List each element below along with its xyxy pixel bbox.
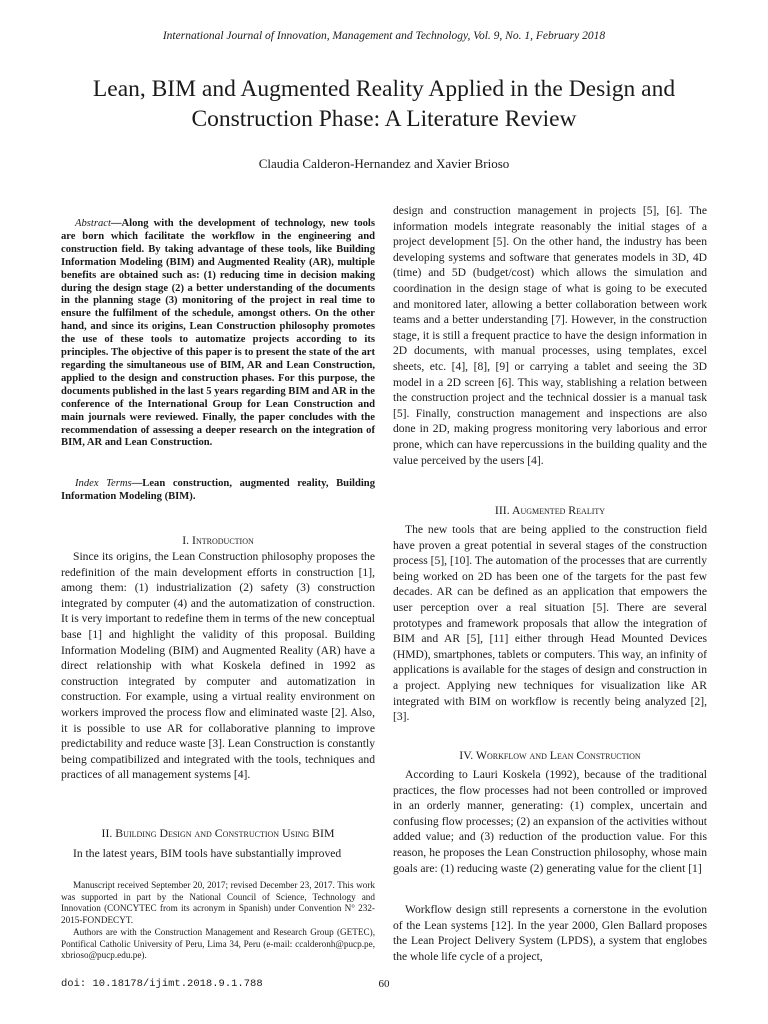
section-heading-workflow: IV. Workflow and Lean Construction	[459, 748, 641, 762]
footnote-affiliation: Authors are with the Construction Management and Research Group (GETEC), Pontifical Catholic University of Peru, Lima 34, Peru (e-mail: ccalderonh@pucp.pe, xbrioso@pucp.edu.pe).	[61, 926, 375, 961]
workflow-paragraph-1: According to Lauri Koskela (1992), because of the traditional practices, the flow processes had not been controlled or improved in an orderly manner, generating: (1) complex, uncertain and confusing flow processes; (2) an expansion of the activities without added value; and (3) reduction of the production value. For this reason, he proposes the Lean Construction philosophy, whose main goals are: (1) reducing waste (2) generating value for the client [1]	[393, 768, 707, 875]
augmented-reality-paragraph: The new tools that are being applied to the construction field have proven a great potential in several stages of the construction process [5], [10]. The automation of the processes that are currently being worked on 2D has been one of the targets for the past few decades. AR can be defined as an application that empowers the user perception over a real situation [5]. There are several prototypes and framework proposals that allow the integration of BIM and AR [5], [11] either through Head Mounted Devices (HMD), smartphones, tablets or computers. This way, an infinity of applications is available for the stages of design and construction in a project. Applying new techniques for visualization like AR integrated with BIM on workflow is recently being analyzed [2], [3].	[393, 523, 707, 724]
abstract	[61, 218, 375, 450]
index-terms	[61, 478, 375, 504]
workflow-paragraph-2: Workflow design still represents a cornerstone in the evolution of the Lean systems [12]. In the year 2000, Glen Ballard proposes the Lean Project Delivery System (LPDS), a system that englobes the whole life cycle of a project,	[393, 903, 707, 963]
bim-paragraph-continued: design and construction management in projects [5], [6]. The information models integrate reasonably the initial stages of a project development [5]. On the other hand, the industry has been developing systems and software that generates models in 3D, 4D (time) and 5D (budget/cost) which allows the simulation and coordination in the design stage of what is going to be executed and monitored later, allowing a better collaboration between work teams and a better understanding [7]. However, in the construction stage, it is still a frequent practice to have the design information in 2D documents, with manual processes, using templates, excel sheets, etc. [4], [8], [9] or carrying a tablet and seeing the 3D model in a 2D screen [6]. This way, stablishing a relation between the construction project and the technical dossier is a manual task [5]. Finally, construction management and inspections are also done in 2D, making progress monitoring very laborious and error prone, which can have repercussions in the building quality and the value perceived by the users [4].	[393, 204, 707, 467]
section-heading-introduction: I. Introduction	[182, 533, 254, 547]
abstract-label: Abstract	[75, 218, 111, 229]
bim-paragraph: In the latest years, BIM tools have substantially improved	[73, 847, 342, 860]
index-terms-label: Index Terms	[75, 478, 132, 489]
authors: Claudia Calderon-Hernandez and Xavier Brioso	[258, 156, 510, 171]
footnote-funding: Manuscript received September 20, 2017; revised December 23, 2017. This work was supported in part by the National Council of Science, Technology and Innovation (CONCYTEC from its acronym in Spanish) under Convention N° 232-2015-FONDECYT.	[61, 880, 375, 926]
section-heading-bim: II. Building Design and Construction Using BIM	[101, 826, 335, 840]
abstract-text: —Along with the development of technology, new tools are born which facilitate the workflow in the engineering and construction field. By taking advantage of these tools, like Building Information Modeling (BIM) and Augmented Reality (AR), multiple benefits are obtained such as: (1) reducing time in decision making during the design stage (2) a better understanding of the documents in the planning stage (3) monitoring of the project in real time to ensure the fulfilment of the schedule, amongst others. On the other hand, and since its origins, Lean Construction philosophy promotes the use of these tools to automatize projects according to its principles. The objective of this paper is to present the state of the art regarding the simultaneous use of BIM, AR and Lean Construction, applied to the design and construction phases. For this purpose, the documents published in the last 5 years regarding BIM and AR in the conference of the International Group for Lean Construction and main journals were reviewed. Finally, the paper concludes with the recommendation of assessing a deeper research on the integration of BIM, AR and Lean Construction.	[61, 218, 375, 449]
journal-header: International Journal of Innovation, Management and Technology, Vol. 9, No. 1, February 2018	[162, 30, 606, 42]
section-heading-augmented-reality: III. Augmented Reality	[494, 503, 606, 517]
index-terms-text: —Lean construction, augmented reality, Building Information Modeling (BIM).	[61, 478, 375, 502]
introduction-paragraph: Since its origins, the Lean Construction philosophy proposes the redefinition of the main development efforts in construction [1], among them: (1) industrialization (2) safety (3) construction integrated by computer (4) and the automatization of construction. It is very important to redefine them in terms of the new conceptual base [1] and highlight the validity of this proposal. Building Information Modeling (BIM) and Augmented Reality (AR) have a direct relationship with what Koskela defined in 1992 as construction integrated by computer and automatization in construction. For example, using a virtual reality environment on workers improved the process flow and eliminated waste [2]. Also, it is possible to use AR for collaborative planning to improve predictability and reduce waste [3]. Lean Construction is constantly being compatibilized and integrated with the tools, techniques and practices of all management systems [4].	[61, 550, 375, 782]
footnote	[61, 880, 375, 962]
page-number: 60	[378, 978, 390, 990]
paper-title: Lean, BIM and Augmented Reality Applied in the Design and Construction Phase: A Literature Review	[92, 76, 676, 132]
doi: doi: 10.18178/ijimt.2018.9.1.788	[61, 978, 263, 990]
